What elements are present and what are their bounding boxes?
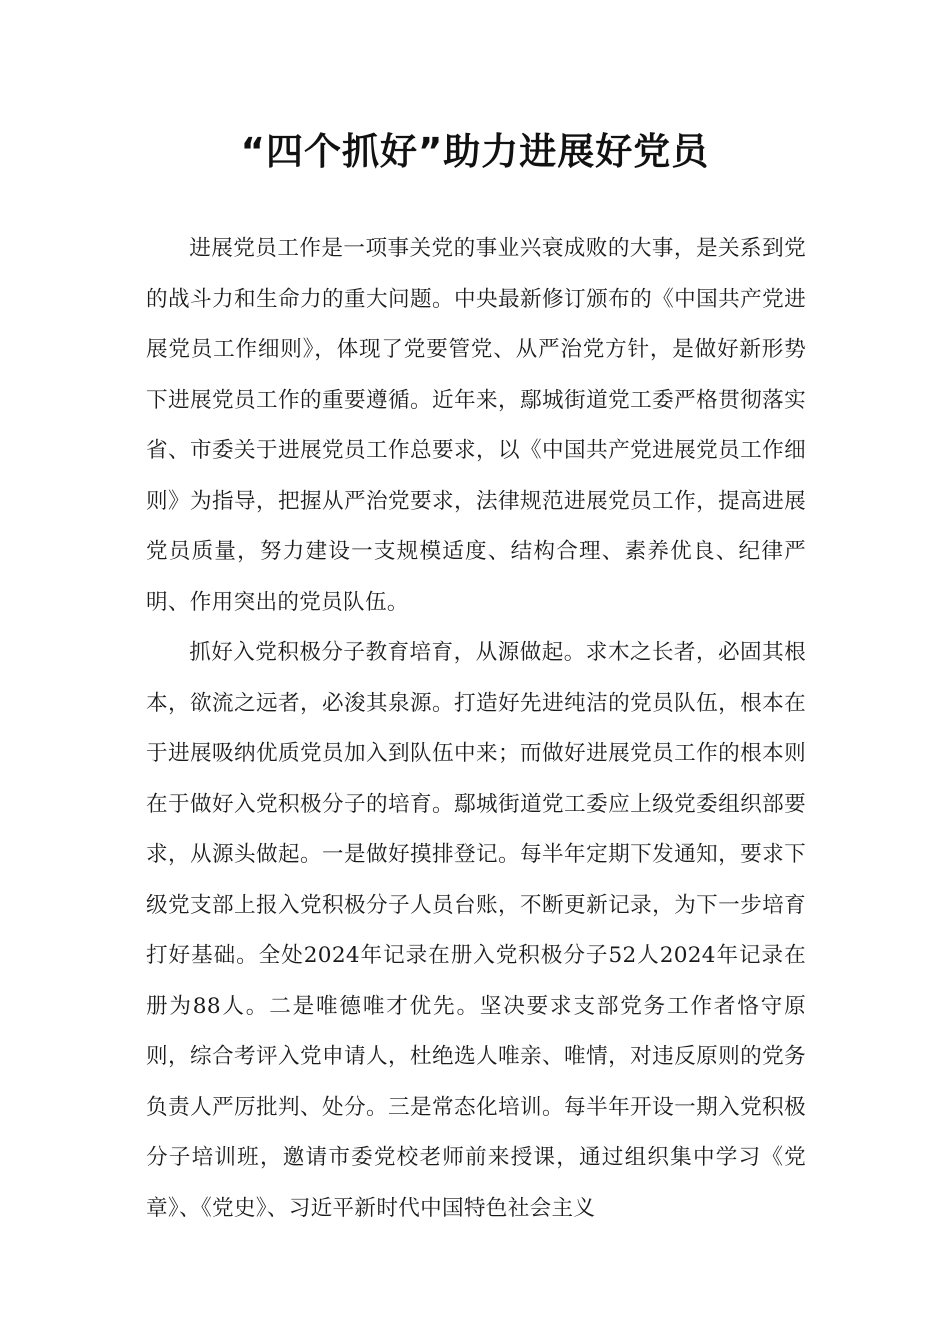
document-title: “四个抓好”助力进展好党员	[240, 130, 710, 173]
document-body	[146, 224, 806, 1234]
paragraph-section-1: 抓好入党积极分子教育培育，从源做起。求木之长者，必固其根本，欲流之远者，必浚其泉源。打造好先进纯洁的党员队伍，根本在于进展吸纳优质党员加入到队伍中来；而做好进展党员工作的根本则在于做好入党积极分子的培育。鄢城街道党工委应上级党委组织部要求，从源头做起。一是做好摸排登记。每半年定期下发通知，要求下级党支部上报入党积极分子人员台账，不断更新记录，为下一步培育打好基础。全处2024年记录在册入党积极分子52人2024年记录在册为88人。二是唯德唯才优先。坚决要求支部党务工作者恪守原则，综合考评入党申请人，杜绝选人唯亲、唯情，对违反原则的党务负责人严厉批判、处分。三是常态化培训。每半年开设一期入党积极分子培训班，邀请市委党校老师前来授课，通过组织集中学习《党章》、《党史》、习近平新时代中国特色社会主义	[146, 640, 806, 1221]
paragraph-intro: 进展党员工作是一项事关党的事业兴衰成败的大事，是关系到党的战斗力和生命力的重大问题。中央最新修订颁布的《中国共产党进展党员工作细则》，体现了党要管党、从严治党方针，是做好新形势下进展党员工作的重要遵循。近年来，鄢城街道党工委严格贯彻落实省、市委关于进展党员工作总要求，以《中国共产党进展党员工作细则》为指导，把握从严治党要求，法律规范进展党员工作，提高进展党员质量，努力建设一支规模适度、结构合理、素养优良、纪律严明、作用突出的党员队伍。	[146, 236, 806, 615]
